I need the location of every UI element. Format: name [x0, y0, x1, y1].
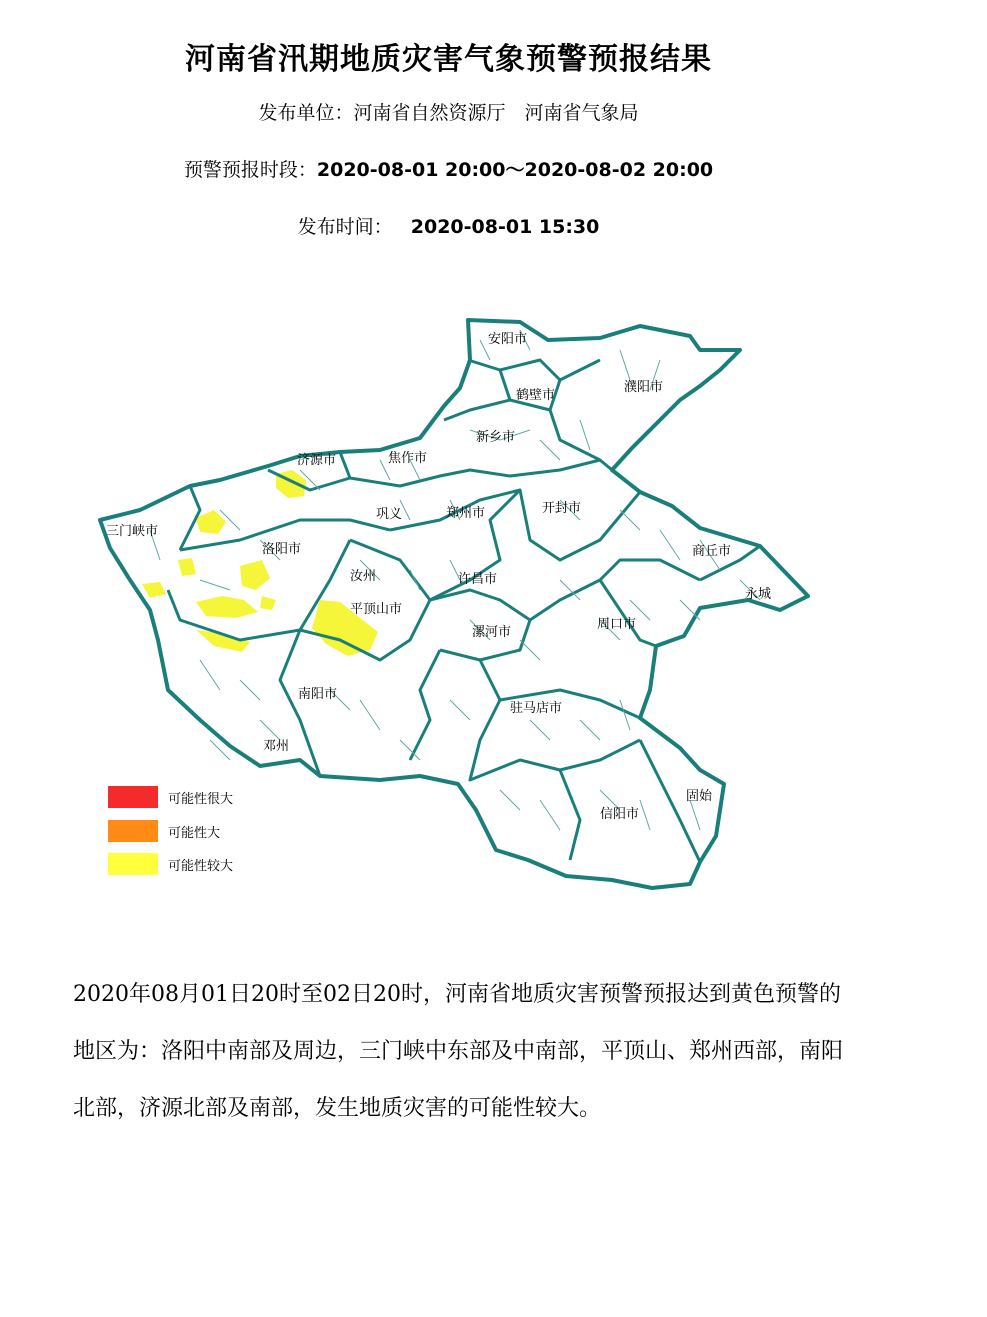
issue-time-label: 发布时间： [297, 216, 393, 238]
legend-swatch-yellow [108, 853, 158, 875]
label-zhumadian: 驻马店市 [510, 701, 563, 716]
legend-label-high: 可能性大 [168, 826, 221, 841]
legend-item-moderate [108, 853, 308, 875]
issuer-label: 发布单位： [258, 102, 354, 124]
label-sanmenxia: 三门峡市 [106, 524, 159, 539]
legend-label-very-high: 可能性很大 [168, 792, 234, 807]
warning-description: 2020年08月01日20时至02日20时，河南省地质灾害预警预报达到黄色预警的地区为：洛阳中南部及周边，三门峡中东部及中南部，平顶山、郑州西部，南阳北部，济源北部及南部，发生地质灾害的可能性较大。 [73, 982, 844, 1121]
legend-item-very-high [108, 786, 308, 808]
label-kaifeng: 开封市 [542, 501, 582, 516]
henan-warning-map [70, 300, 830, 900]
label-pingdingshan: 平顶山市 [350, 602, 403, 617]
period-value: 2020-08-01 20:00～2020-08-02 20:00 [316, 159, 714, 181]
issuer-value: 河南省自然资源厅 河南省气象局 [353, 102, 639, 124]
label-jiyuan: 济源市 [297, 453, 337, 468]
label-ruzhou: 汝州 [350, 569, 377, 584]
page-title: 河南省汛期地质灾害气象预警预报结果 [185, 42, 712, 77]
label-nanyang: 南阳市 [298, 687, 338, 702]
label-shangqiu: 商丘市 [692, 544, 732, 559]
label-hebi: 鹤壁市 [516, 388, 556, 403]
label-xinyang: 信阳市 [600, 807, 640, 822]
label-dengzhou: 邓州 [263, 739, 290, 754]
label-gongyi: 巩义 [376, 507, 403, 522]
label-puyang: 濮阳市 [624, 380, 664, 395]
label-zhoukou: 周口市 [597, 617, 637, 632]
label-anyang: 安阳市 [488, 332, 528, 347]
legend-swatch-orange [108, 820, 158, 842]
period-line [0, 155, 897, 182]
label-luohe: 漯河市 [472, 625, 512, 640]
issuer-line [0, 98, 897, 125]
label-gushi: 固始 [686, 789, 713, 804]
legend-label-moderate: 可能性较大 [168, 859, 234, 874]
label-xuchang: 许昌市 [458, 572, 498, 587]
label-zhengzhou: 郑州市 [446, 506, 486, 521]
issue-time-value: 2020-08-01 15:30 [410, 216, 600, 238]
label-jiaozuo: 焦作市 [388, 451, 428, 466]
label-luoyang: 洛阳市 [262, 542, 302, 557]
legend-swatch-red [108, 786, 158, 808]
legend-item-high [108, 820, 308, 842]
period-label: 预警预报时段： [183, 159, 317, 181]
issue-time-line [0, 212, 897, 239]
label-yongcheng: 永城 [745, 587, 772, 602]
label-xinxiang: 新乡市 [476, 430, 516, 445]
